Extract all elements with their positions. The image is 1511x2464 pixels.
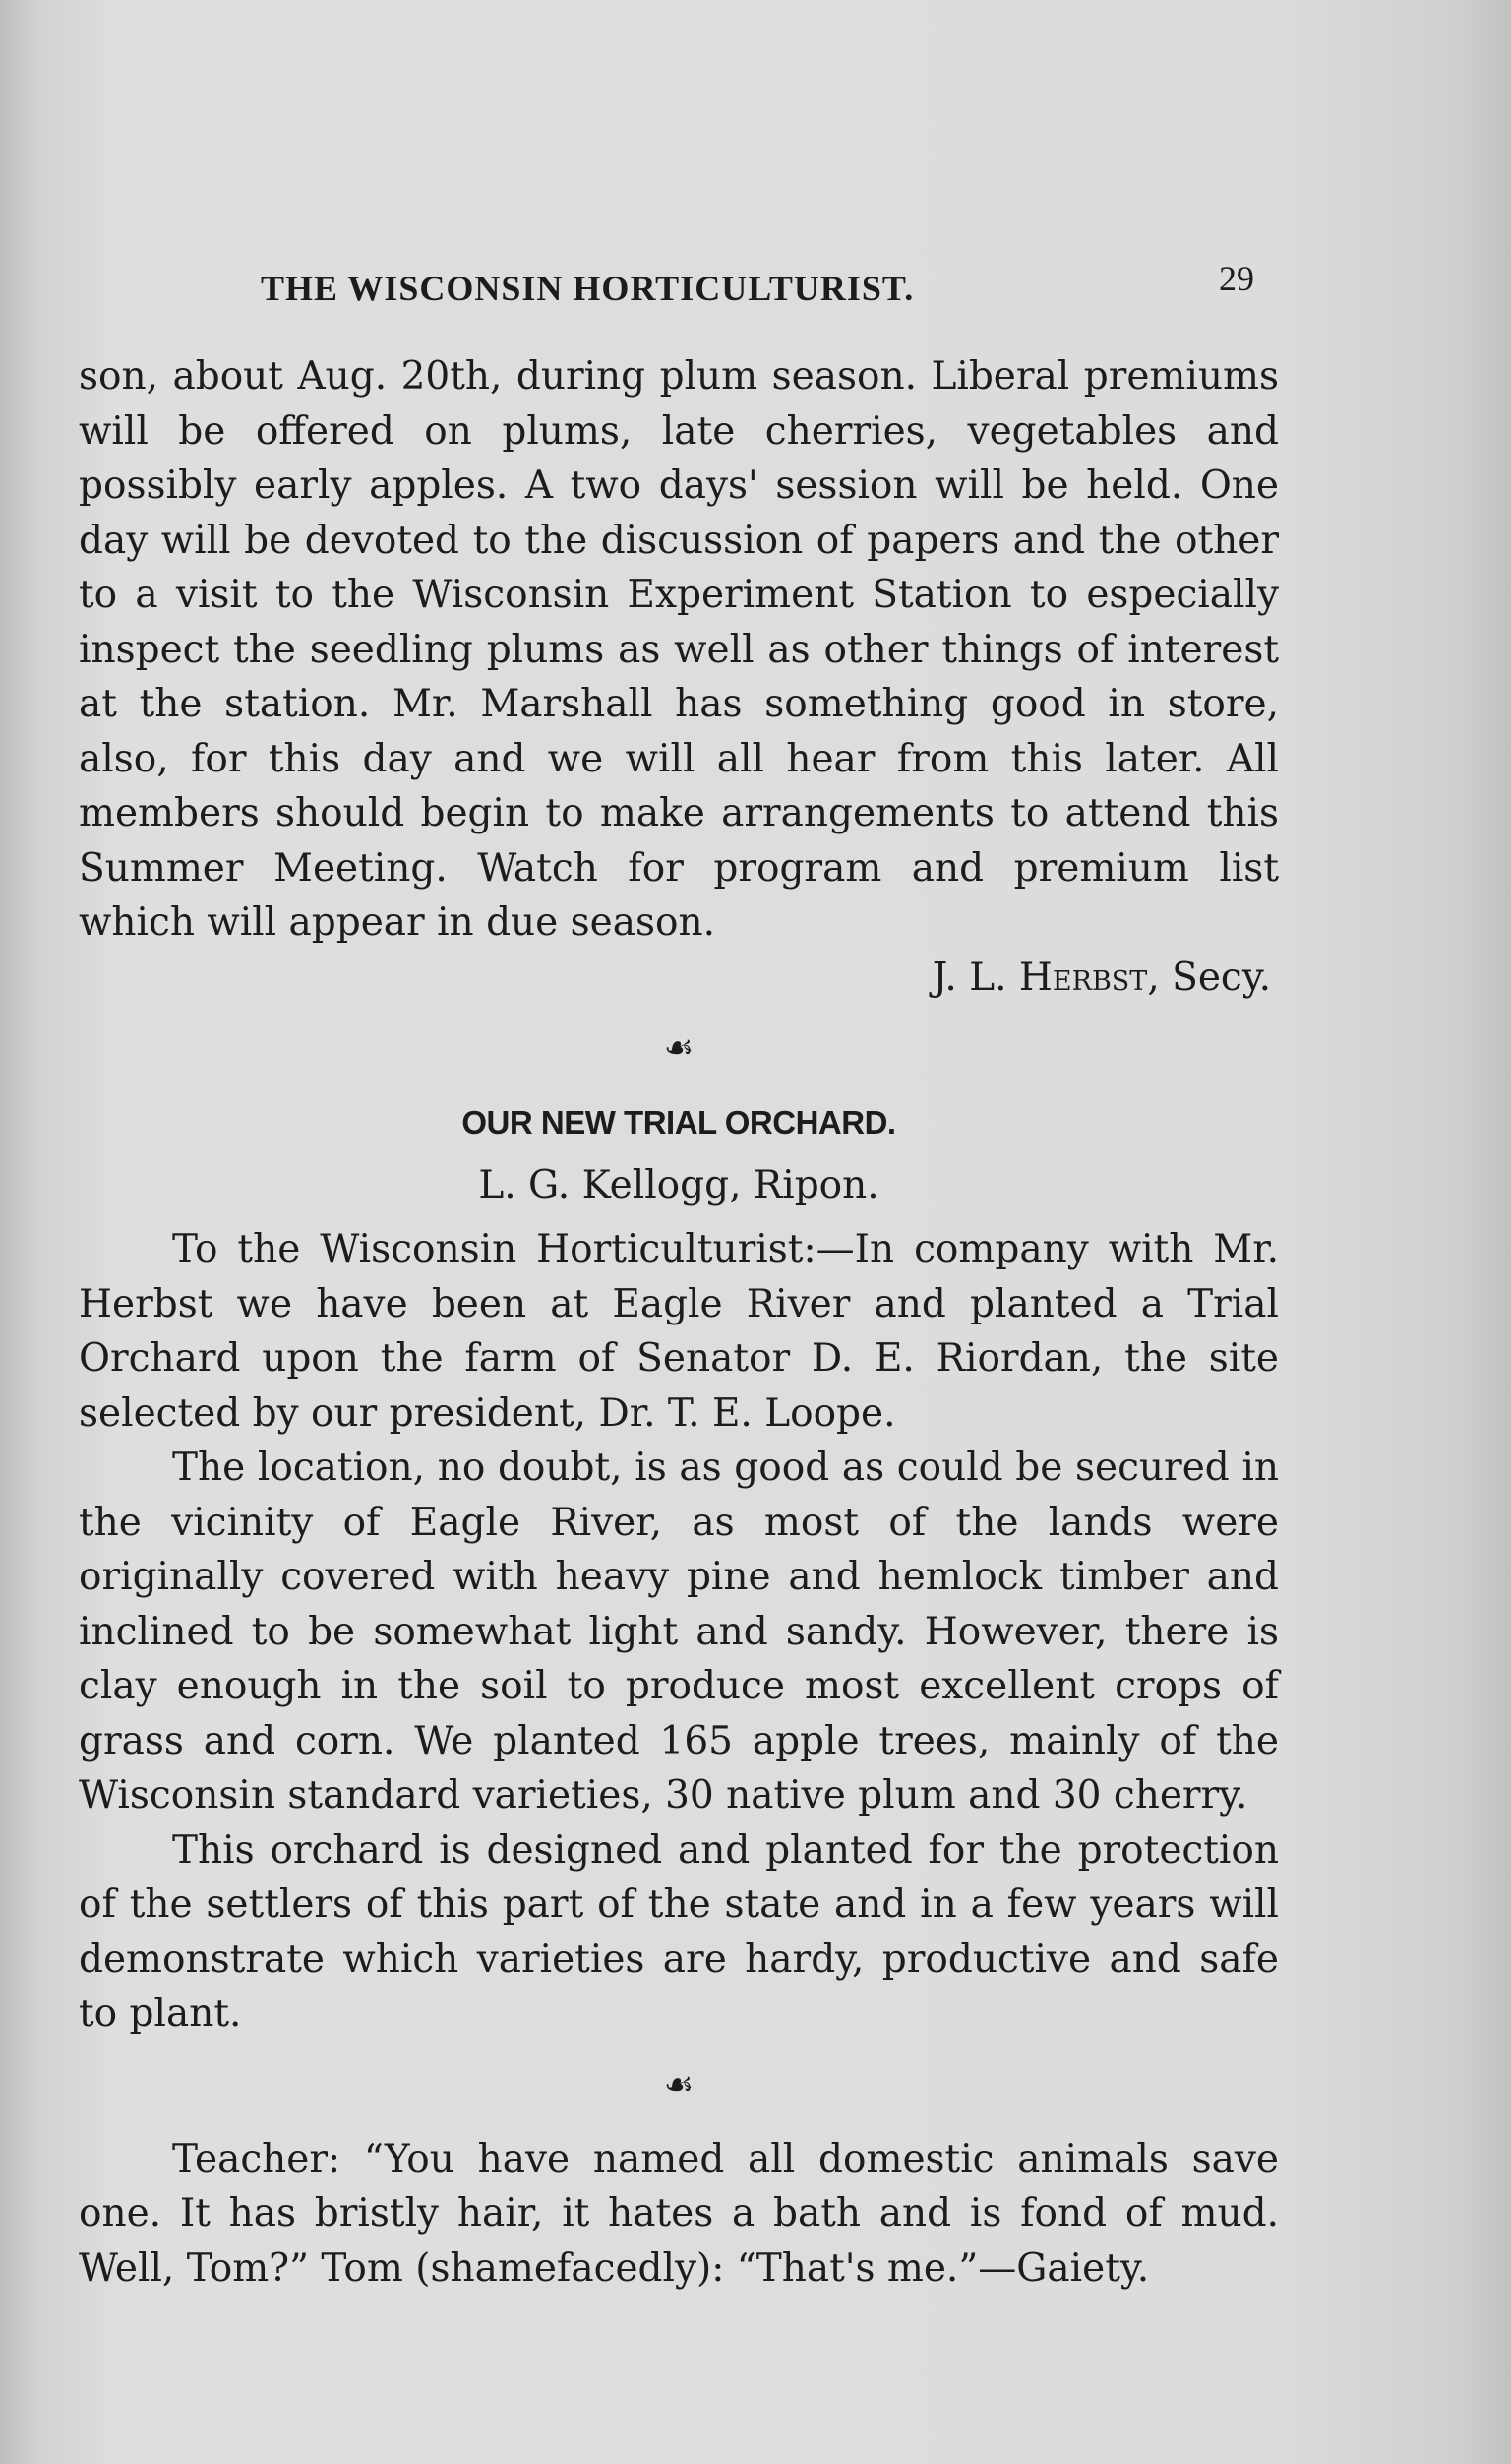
- meeting-notice-paragraph: son, about Aug. 20th, during plum season. Liberal premiums will be offered on plums, late cherries, vegetables and possibly early apples. A two days' session will be held. One day will be devoted to the discussion of papers and the other to a visit to the Wisconsin Experiment Station to especially inspect the seedling plums as well as other things of interest at the station. Mr. Marshall has something good in store, also, for this day and we will all hear from this later. All members should begin to make arrangements to attend this Summer Meeting. Watch for program and premium list which will appear in due season.: [79, 354, 1279, 945]
- anecdote-paragraph: Teacher: “You have named all domestic animals save one. It has bristly hair, it hates a bath and is fond of mud. Well, Tom?” Tom (shamefacedly): “That's me.”—Gaiety.: [79, 2136, 1279, 2291]
- leaf-ornament-icon: ☙: [663, 1028, 695, 1068]
- signature-name: Herbst: [1018, 955, 1148, 1000]
- text-column: [79, 349, 1279, 2296]
- article-paragraph-2: The location, no doubt, is as good as could be secured in the vicinity of Eagle River, as most of the lands were originally covered with heavy pine and hemlock timber and inclined to be somewhat light and sandy. However, there is clay enough in the soil to produce most excellent crops of grass and corn. We planted 165 apple trees, mainly of the Wisconsin standard varieties, 30 native plum and 30 cherry.: [79, 1446, 1279, 1817]
- journal-title: THE WISCONSIN HORTICULTURIST.: [261, 269, 915, 308]
- running-head: [261, 258, 1254, 317]
- leaf-ornament-icon: ☙: [663, 2064, 695, 2105]
- article-paragraph-1: To the Wisconsin Horticulturist:—In company with Mr. Herbst we have been at Eagle River and planted a Trial Orchard upon the farm of Senator D. E. Riordan, the site selected by our president, Dr. T. E. Loope.: [79, 1227, 1279, 1436]
- article-byline: L. G. Kellogg, Ripon.: [478, 1162, 879, 1207]
- signature-initials: J. L.: [932, 955, 1007, 1000]
- page-number: 29: [1219, 259, 1254, 298]
- article-title: OUR NEW TRIAL ORCHARD.: [461, 1104, 896, 1140]
- signature-title: , Secy.: [1147, 955, 1271, 1000]
- article-paragraph-3: This orchard is designed and planted for the protection of the settlers of this part of the state and in a few years will demonstrate which varieties are hardy, productive and safe to plant.: [79, 1827, 1279, 2036]
- signature: [79, 951, 1279, 1006]
